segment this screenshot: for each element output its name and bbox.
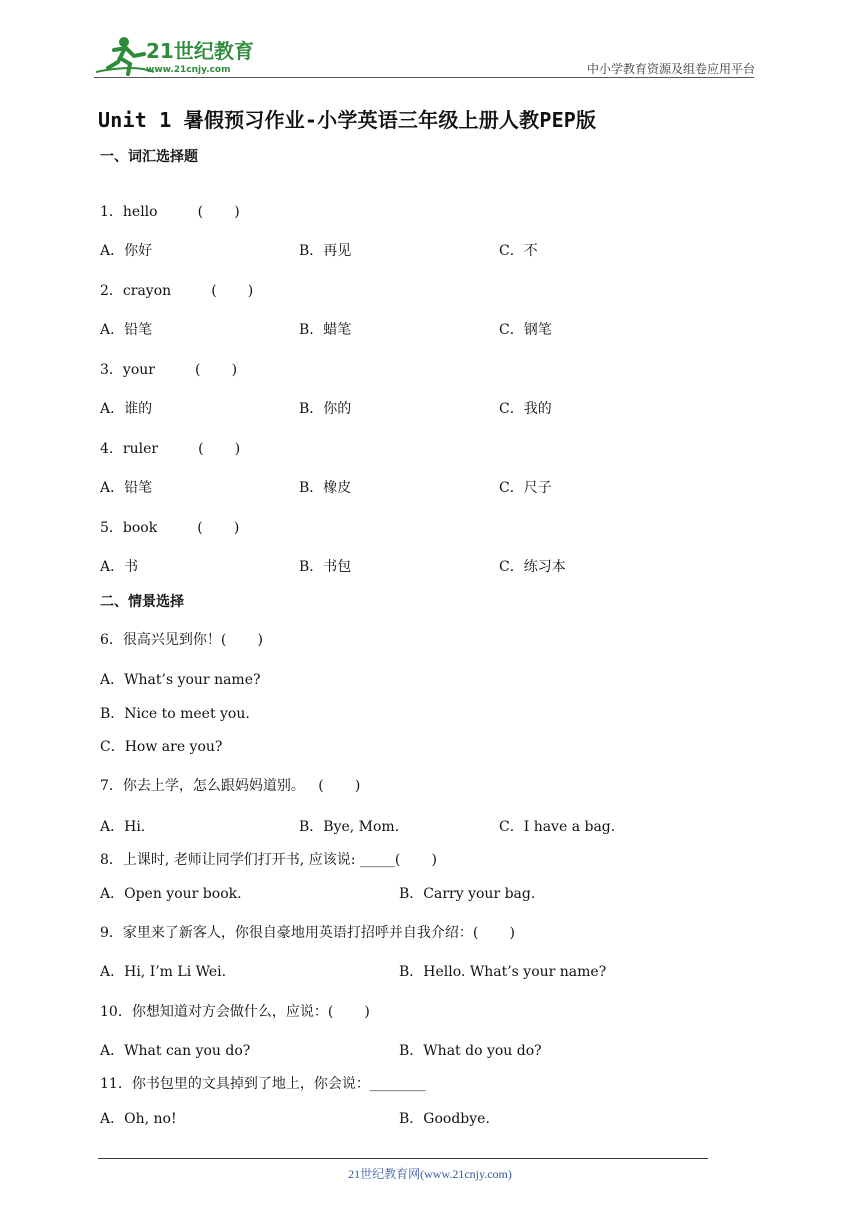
question-stem: 9．家里来了新客人，你很自豪地用英语打招呼并自我介绍：( ) [100, 925, 515, 941]
option-b: B．Carry your bag. [399, 886, 536, 902]
page-title: Unit 1 暑假预习作业-小学英语三年级上册人教PEP版 [98, 108, 597, 132]
question-stem: 1．hello ( ) [100, 204, 240, 220]
option-a: A．What can you do? [100, 1043, 251, 1059]
question-stem: 6．很高兴见到你！( ) [100, 632, 263, 648]
option-c: C．尺子 [499, 480, 552, 496]
option-b: B．橡皮 [299, 480, 352, 496]
option-b: B．Nice to meet you. [100, 706, 250, 722]
option-b: B．What do you do? [399, 1043, 542, 1059]
option-a: A．你好 [100, 243, 153, 259]
question-stem: 11．你书包里的文具掉到了地上，你会说：________ [100, 1076, 426, 1092]
question-stem: 3．your ( ) [100, 362, 238, 378]
logo [94, 34, 264, 78]
question-stem: 4．ruler ( ) [100, 441, 241, 457]
option-a: A．铅笔 [100, 480, 153, 496]
option-a: A．Hi, I’m Li Wei. [100, 964, 227, 980]
option-b: B．Hello. What’s your name? [399, 964, 607, 980]
option-a: A．Oh, no! [100, 1111, 177, 1127]
option-a: A．书 [100, 559, 139, 575]
page-header [0, 0, 860, 80]
option-a: A．谁的 [100, 401, 153, 417]
option-b: B．Goodbye. [399, 1111, 490, 1127]
option-b: B．蜡笔 [299, 322, 352, 338]
question-stem: 2．crayon ( ) [100, 283, 254, 299]
option-a: A．铅笔 [100, 322, 153, 338]
section-heading-situational: 二、情景选择 [100, 594, 184, 610]
question-stem: 10．你想知道对方会做什么，应说：( ) [100, 1004, 370, 1020]
question-stem: 8．上课时, 老师让同学们打开书, 应该说: _____( ) [100, 852, 437, 868]
option-c: C．不 [499, 243, 538, 259]
option-b: B．书包 [299, 559, 352, 575]
footer-divider [98, 1158, 708, 1159]
option-c: C．钢笔 [499, 322, 552, 338]
footer-link[interactable]: 21世纪教育网(www.21cnjy.com) [348, 1167, 512, 1181]
option-c: C．练习本 [499, 559, 566, 575]
header-divider [94, 77, 754, 78]
logo-text: 21世纪教育 [146, 39, 254, 63]
option-b: B．你的 [299, 401, 352, 417]
runner-logo-icon [94, 34, 264, 78]
option-b: B．再见 [299, 243, 352, 259]
option-a: A．What’s your name? [100, 672, 261, 688]
question-stem: 7．你去上学，怎么跟妈妈道别。 ( ) [100, 778, 361, 794]
option-c: C．I have a bag. [499, 819, 616, 835]
option-a: A．Hi. [100, 819, 146, 835]
option-b: B．Bye, Mom. [299, 819, 400, 835]
section-heading-vocabulary: 一、词汇选择题 [100, 149, 198, 165]
option-c: C．How are you? [100, 739, 223, 755]
option-a: A．Open your book. [100, 886, 242, 902]
option-c: C．我的 [499, 401, 552, 417]
platform-text: 中小学教育资源及组卷应用平台 [586, 62, 755, 76]
question-stem: 5．book ( ) [100, 520, 240, 536]
logo-url: www.21cnjy.com [146, 65, 231, 75]
